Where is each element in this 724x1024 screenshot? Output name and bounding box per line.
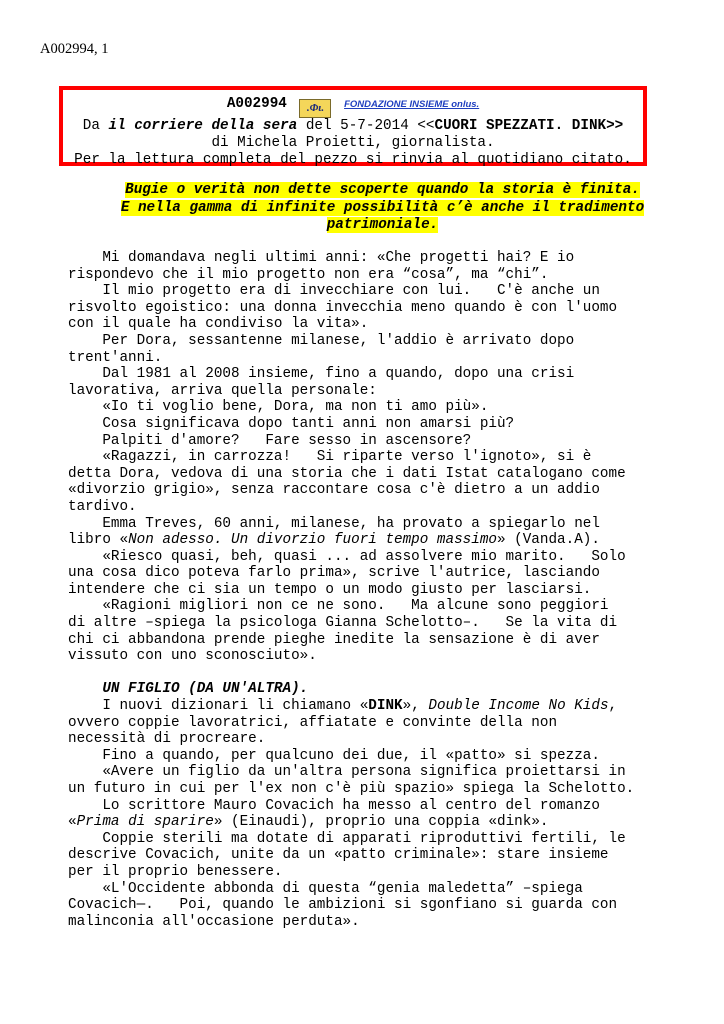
text-span: » (Vanda.A).: [496, 532, 600, 549]
body-line: vissuto con uno sconosciuto».: [68, 648, 317, 665]
body-line: «Io ti voglio bene, Dora, ma non ti amo più».: [68, 399, 489, 416]
body-line: «L'Occidente abbonda di questa “genia maledetta” –spiega: [68, 880, 583, 897]
text-span: »,: [402, 698, 429, 715]
foundation-logo-icon: .Φι.: [299, 99, 331, 118]
lead-summary: [110, 182, 655, 235]
article-title: CUORI SPEZZATI. DINK>>: [434, 118, 624, 134]
body-line: trent'anni.: [68, 349, 163, 366]
novel-title: Prima di sparire: [76, 814, 214, 831]
newspaper-name: il corriere della sera: [108, 118, 298, 134]
body-line: Dal 1981 al 2008 insieme, fino a quando, dopo una crisi: [68, 366, 575, 383]
body-line: Il mio progetto era di invecchiare con lui. C'è anche un: [68, 283, 600, 300]
body-line: chi ci abbandona prende pieghe inedite la sensazione è di aver: [68, 631, 600, 648]
source-prefix: Da: [82, 118, 109, 134]
body-line: «Riesco quasi, beh, quasi ... ad assolvere mio marito. Solo: [68, 548, 626, 565]
body-line: Mi domandava negli ultimi anni: «Che progetti hai? E io: [68, 250, 575, 266]
lead-line-3: patrimoniale.: [326, 217, 439, 233]
source-header-box: [59, 86, 647, 166]
body-line: intendere che ci sia un tempo o un modo giusto per lasciarsi.: [68, 581, 592, 598]
text-span: «: [68, 814, 77, 831]
body-line: Cosa significava dopo tanti anni non amarsi più?: [68, 415, 515, 432]
body-line: di altre –spiega la psicologa Gianna Schelotto–. Se la vita di: [68, 615, 618, 632]
header-line-2: [63, 118, 643, 135]
document-code: A002994: [226, 96, 287, 112]
body-line: Palpiti d'amore? Fare sesso in ascensore?: [68, 432, 472, 449]
body-line: malinconia all'occasione perduta».: [68, 913, 360, 930]
body-line: una cosa dico poteva farlo prima», scrive l'autrice, lasciando: [68, 565, 600, 582]
body-line: lavorativa, arriva quella personale:: [68, 382, 377, 399]
section-subheading: UN FIGLIO (DA UN'ALTRA).: [68, 681, 309, 698]
body-line: [68, 698, 708, 715]
body-line: descrive Covacich, unite da un «patto criminale»: stare insieme: [68, 847, 609, 864]
header-line-1: [63, 96, 643, 118]
text-span: » (Einaudi), proprio una coppia «dink».: [213, 814, 549, 831]
lead-line-1: Bugie o verità non dette scoperte quando la storia è finita.: [125, 182, 640, 198]
body-line: [68, 532, 708, 549]
book-title: Non adesso. Un divorzio fuori tempo massimo: [128, 532, 497, 549]
foundation-link[interactable]: FONDAZIONE INSIEME onlus.: [344, 99, 480, 110]
body-line: Emma Treves, 60 anni, milanese, ha provato a spiegarlo nel: [68, 515, 600, 532]
body-line: Fino a quando, per qualcuno dei due, il «patto» si spezza.: [68, 747, 600, 764]
dink-term: DINK: [368, 698, 403, 715]
body-line: «Ragioni migliori non ce ne sono. Ma alcune sono peggiori: [68, 598, 609, 615]
text-span: ,: [608, 698, 618, 715]
article-body: [68, 250, 708, 930]
body-line: ovvero coppie lavoratrici, affiatate e convinte della non: [68, 714, 558, 731]
body-line: per il proprio benessere.: [68, 863, 283, 880]
body-line: Lo scrittore Mauro Covacich ha messo al centro del romanzo: [68, 797, 600, 814]
body-line: «divorzio grigio», senza raccontare cosa c'è dietro a un addio: [68, 482, 600, 499]
body-line: con il quale ha condiviso la vita».: [68, 316, 369, 333]
source-date: del 5-7-2014 <<: [297, 118, 435, 134]
body-line: Coppie sterili ma dotate di apparati riproduttivi fertili, le: [68, 830, 626, 847]
body-line: «Avere un figlio da un'altra persona significa proiettarsi in: [68, 764, 626, 781]
body-line: [68, 814, 708, 831]
body-line: tardivo.: [68, 498, 137, 515]
body-line: Per Dora, sessantenne milanese, l'addio è arrivato dopo: [68, 332, 575, 349]
dink-expansion: Double Income No Kids: [428, 698, 609, 715]
body-line: necessità di procreare.: [68, 731, 266, 748]
reading-note: Per la lettura completa del pezzo si rinvia al quotidiano citato.: [74, 152, 632, 168]
body-line: un futuro in cui per l'ex non c'è più spazio» spiega la Schelotto.: [68, 781, 635, 797]
body-line: «Ragazzi, in carrozza! Si riparte verso l'ignoto», si è: [68, 449, 592, 466]
page-identifier: A002994, 1: [40, 41, 109, 57]
text-span: I nuovi dizionari li chiamano «: [68, 698, 369, 715]
body-line: Covacich—. Poi, quando le ambizioni si sgonfiano si guarda con: [68, 897, 618, 914]
body-line: rispondevo che il mio progetto non era “cosa”, ma “chi”.: [68, 266, 549, 283]
body-line: risvolto egoistico: una donna invecchia meno quando è con l'uomo: [68, 299, 618, 316]
body-line: detta Dora, vedova di una storia che i dati Istat catalogano come: [68, 465, 626, 482]
lead-line-2: E nella gamma di infinite possibilità c’è anche il tradimento: [120, 199, 645, 216]
author-line: di Michela Proietti, giornalista.: [211, 135, 495, 151]
text-span: libro «: [68, 532, 129, 549]
